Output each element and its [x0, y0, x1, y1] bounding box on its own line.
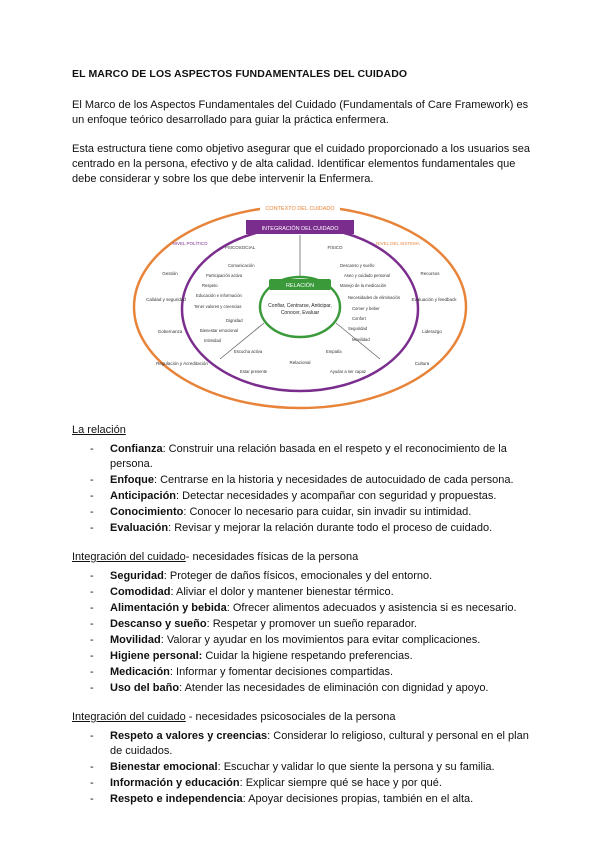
physical-item: Aseo y cuidado personal: [344, 273, 390, 278]
list-item: - Medicación: Informar y fomentar decisiones compartidas.: [90, 666, 394, 678]
psychosocial-item: Bienestar emocional: [200, 328, 238, 333]
list-item: - Respeto e independencia: Apoyar decisiones propias, también en el alta.: [90, 793, 474, 805]
list-item: - Descanso y sueño: Respetar y promover un sueño reparador.: [90, 618, 417, 630]
list-item: - Respeto a valores y creencias: Considerar lo religioso, cultural y personal en el plan de cuidados.: [90, 730, 529, 757]
psychosocial-item: Respeto: [202, 283, 218, 288]
outer-right-item: Evaluación y feedback: [411, 297, 457, 302]
nivel-politico-label: NIVEL POLÍTICO: [172, 241, 208, 246]
list-item: - Enfoque: Centrarse en la historia y necesidades de autocuidado de cada persona.: [90, 474, 514, 486]
physical-item: Confort: [352, 316, 366, 321]
list-item: - Bienestar emocional: Escuchar y validar lo que siente la persona y su familia.: [90, 761, 495, 773]
fundamentals-of-care-diagram: [130, 201, 470, 411]
outer-left-item: Gestión: [162, 271, 178, 276]
list-item: - Anticipación: Detectar necesidades y acompañar con seguridad y propuestas.: [90, 490, 497, 502]
integration-label: INTEGRACIÓN DEL CUIDADO: [261, 226, 339, 232]
fisicas-heading: Integración del cuidado- necesidades físicas de la persona: [72, 551, 359, 563]
physical-item: Seguridad: [348, 326, 368, 331]
psychosocial-item: Participación activa: [206, 273, 243, 278]
outer-left-item: Gobernanza: [157, 329, 183, 334]
relation-label: RELACIÓN: [285, 283, 315, 289]
relacion-heading: La relación: [72, 424, 126, 436]
list-item: - Alimentación y bebida: Ofrecer alimentos adecuados y asistencia si es necesario.: [90, 602, 517, 614]
list-item: - Movilidad: Valorar y ayudar en los movimientos para evitar complicaciones.: [90, 634, 481, 646]
psychosocial-item: Intimidad: [204, 338, 221, 343]
psicosocial-label: PSICOSOCIAL: [224, 245, 256, 250]
diagram-svg: [130, 201, 470, 411]
document-title: EL MARCO DE LOS ASPECTOS FUNDAMENTALES DEL CUIDADO: [72, 68, 408, 80]
relational-item: Ayudar a ser capaz: [330, 369, 367, 374]
physical-item: Descanso y sueño: [340, 263, 375, 268]
list-item: - Comodidad: Aliviar el dolor y mantener bienestar térmico.: [90, 586, 394, 598]
relacional-label: Relacional: [289, 360, 311, 365]
list-item: - Higiene personal: Cuidar la higiene respetando preferencias.: [90, 650, 413, 662]
relational-item: Estar presente: [240, 369, 268, 374]
list-item: - Información y educación: Explicar siempre qué se hace y por qué.: [90, 777, 442, 789]
list-item: - Conocimiento: Conocer lo necesario para cuidar, sin invadir su intimidad.: [90, 506, 472, 518]
outer-left-item: Regulación y Acreditación: [156, 361, 208, 366]
fisico-label: FÍSICO: [327, 245, 343, 250]
physical-item: Comer y beber: [352, 306, 380, 311]
physical-item: Movilidad: [352, 337, 370, 342]
intro-paragraph-1: El Marco de los Aspectos Fundamentales del Cuidado (Fundamentals of Care Framework) es un enfoque teórico desarrollado para guiar la práctica enfermera.: [72, 99, 529, 126]
psychosocial-item: Educación e información: [196, 293, 242, 298]
list-item: - Evaluación: Revisar y mejorar la relación durante todo el proceso de cuidado.: [90, 522, 493, 534]
relational-item: Escucha activa: [234, 349, 263, 354]
list-item: - Confianza: Construir una relación basada en el respeto y el reconocimiento de la persona.: [90, 443, 507, 470]
psicosociales-list: [72, 729, 532, 807]
nivel-sistema-label: NIVEL DEL SISTEMA: [376, 241, 420, 246]
psychosocial-item: Tener valores y creencias: [194, 304, 242, 309]
relational-item: Empatía: [326, 349, 342, 354]
psicosociales-heading: Integración del cuidado - necesidades psicosociales de la persona: [72, 711, 396, 723]
document-page: [72, 68, 532, 821]
list-item: - Uso del baño: Atender las necesidades de eliminación con dignidad y apoyo.: [90, 682, 489, 694]
context-label: CONTEXTO DEL CUIDADO: [265, 206, 335, 212]
physical-item: Necesidades de eliminación: [348, 295, 401, 300]
psychosocial-item: Dignidad: [226, 318, 243, 323]
outer-right-item: Cultura: [414, 361, 430, 366]
relacion-list: [72, 442, 532, 536]
outer-right-item: Liderazgo: [422, 329, 442, 334]
fisicas-list: [72, 569, 532, 696]
physical-item: Manejo de la medicación: [340, 283, 387, 288]
outer-left-item: Calidad y seguridad: [146, 297, 186, 302]
relation-center-text-1: Confiar, Centrarse, Anticipar,: [268, 303, 332, 309]
outer-right-item: Recursos: [420, 271, 440, 276]
psychosocial-item: Comunicación: [228, 263, 255, 268]
relation-center-text-2: Conocer, Evaluar: [280, 310, 320, 316]
intro-paragraph-2: Esta estructura tiene como objetivo asegurar que el cuidado proporcionado a los usuarios sea centrado en la persona, efectivo y de alta calidad. Identificar elementos fundamentales que debe considerar y sobre los que debe intervenir la Enfermera.: [72, 143, 530, 185]
list-item: - Seguridad: Proteger de daños físicos, emocionales y del entorno.: [90, 570, 433, 582]
